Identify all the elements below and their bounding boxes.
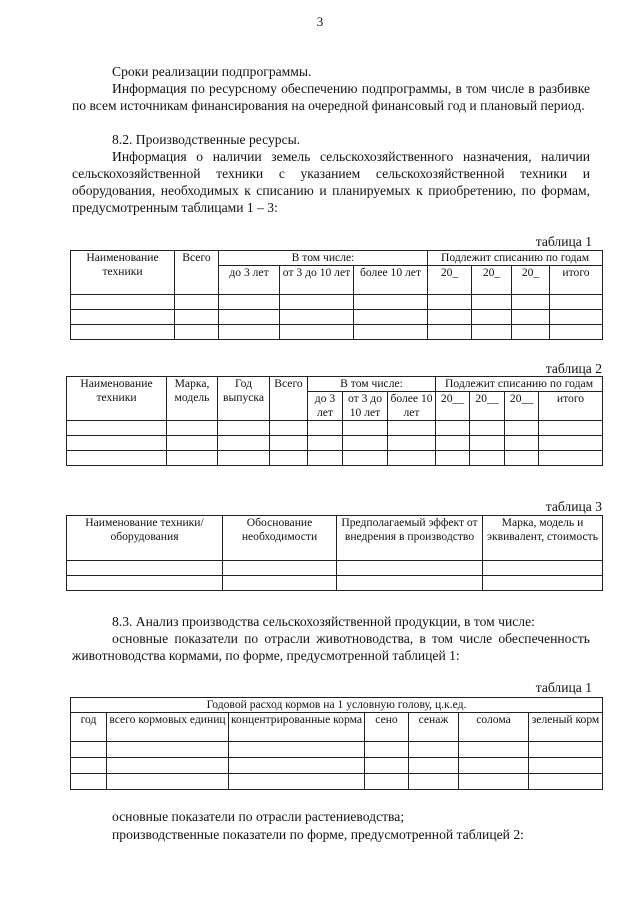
t1-year-1: 20_: [472, 266, 512, 295]
paragraph-section-8-3: 8.3. Анализ производства сельскохозяйственной продукции, в том числе:: [112, 614, 535, 629]
t2-sub-0: до 3 лет: [308, 392, 343, 421]
t1-year-total: итого: [550, 266, 603, 295]
paragraph-livestock: основные показатели по отрасли животноводства, в том числе обеспеченность животноводства кормами, по форме, предусмотренной таблицей 1:: [72, 631, 590, 663]
table-row: [71, 295, 603, 310]
t2-header-writeoff: Подлежит списанию по годам: [436, 377, 603, 392]
t2-sub-2: более 10 лет: [388, 392, 436, 421]
table-4-caption: таблица 1: [535, 680, 592, 695]
t4-header-year: год: [71, 713, 107, 742]
paragraph-deadlines: Сроки реализации подпрограммы.: [112, 64, 312, 79]
t2-year-total: итого: [539, 392, 603, 421]
table-3: [66, 515, 603, 591]
t4-header-hay: сено: [365, 713, 409, 742]
table-row: [67, 576, 603, 591]
table-row: [67, 421, 603, 436]
paragraph-resources: Информация по ресурсному обеспечению подпрограммы, в том числе в разбивке по всем источникам финансирования на очередной финансовый год и плановый период.: [72, 81, 590, 113]
t2-header-year: Год выпуска: [218, 377, 270, 421]
t1-year-2: 20_: [512, 266, 550, 295]
t3-header-reason: Обоснование необходимости: [223, 516, 337, 561]
table-3-caption: таблица 3: [545, 499, 602, 514]
table-row: [71, 742, 603, 758]
t1-header-name: Наименование техники: [71, 251, 175, 295]
page-number: 3: [316, 14, 324, 29]
t4-header-concentrate: концентрированные корма: [229, 713, 365, 742]
table-row: [71, 774, 603, 790]
table-row: [71, 325, 603, 340]
t2-header-incl: В том числе:: [308, 377, 436, 392]
table-row: [67, 451, 603, 466]
t4-header-total: всего кормовых единиц: [107, 713, 229, 742]
paragraph-production: производственные показатели по форме, предусмотренной таблицей 2:: [112, 827, 524, 842]
t2-year-2: 20__: [505, 392, 539, 421]
table-1: [70, 250, 603, 340]
table-row: [71, 758, 603, 774]
t2-header-brand: Марка, модель: [167, 377, 218, 421]
t1-header-writeoff: Подлежит списанию по годам: [428, 251, 603, 266]
table-row: [67, 436, 603, 451]
t1-sub-1: от 3 до 10 лет: [280, 266, 354, 295]
paragraph-land-info: Информация о наличии земель сельскохозяйственного назначения, наличии сельскохозяйственной техники с указанием сельскохозяйственной техники и оборудования, необходимых к списанию и планируемых к приобретению, по формам, предусмотренным таблицами 1 – 3:: [72, 149, 590, 215]
t1-sub-2: более 10 лет: [354, 266, 428, 295]
t2-header-name: Наименование техники: [67, 377, 167, 421]
t4-header-haylage: сенаж: [409, 713, 459, 742]
t3-header-name: Наименование техники/оборудования: [67, 516, 223, 561]
table-2-caption: таблица 2: [545, 361, 602, 376]
paragraph-crops: основные показатели по отрасли растениеводства;: [112, 809, 405, 824]
t1-header-incl: В том числе:: [219, 251, 428, 266]
t2-header-total: Всего: [270, 377, 308, 421]
table-row: [67, 561, 603, 576]
t1-year-0: 20_: [428, 266, 472, 295]
t1-sub-0: до 3 лет: [219, 266, 280, 295]
t3-header-effect: Предполагаемый эффект от внедрения в производство: [337, 516, 483, 561]
paragraph-section-8-2: 8.2. Производственные ресурсы.: [112, 132, 301, 147]
t4-header-straw: солома: [459, 713, 529, 742]
t4-header-green: зеленый корм: [529, 713, 603, 742]
table-row: [71, 310, 603, 325]
table-2: [66, 376, 603, 466]
t2-sub-1: от 3 до 10 лет: [343, 392, 388, 421]
table-1-caption: таблица 1: [535, 234, 592, 249]
t2-year-1: 20__: [470, 392, 505, 421]
table-4: [70, 697, 603, 790]
t4-header-top: Годовой расход кормов на 1 условную голову, ц.к.ед.: [71, 698, 603, 713]
t1-header-total: Всего: [175, 251, 219, 295]
t3-header-brand: Марка, модель и эквивалент, стоимость: [483, 516, 603, 561]
t2-year-0: 20__: [436, 392, 470, 421]
